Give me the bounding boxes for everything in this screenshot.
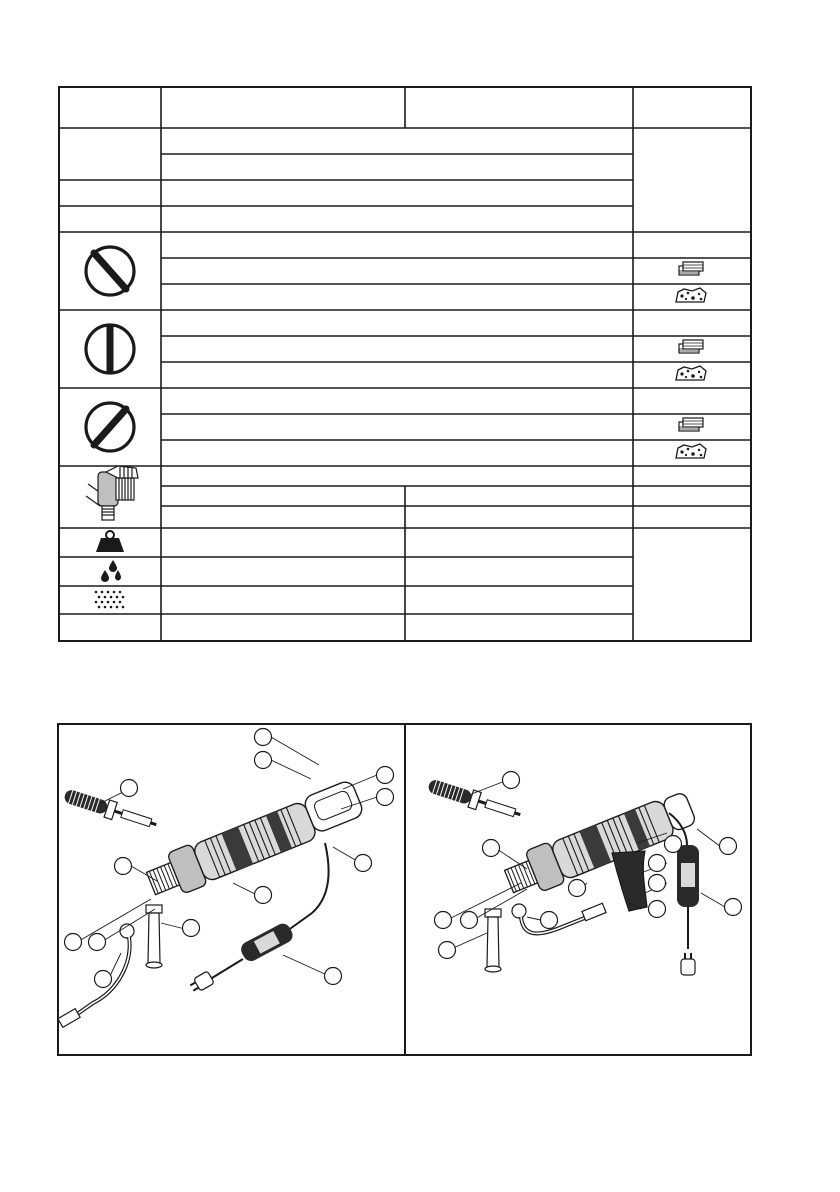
callout-marker [483,840,500,857]
weight-icon [96,531,124,552]
callout-marker [95,971,112,988]
table-grid [58,86,752,642]
callout-marker [649,875,666,892]
grip-reverse-diagonal-icon [86,403,134,451]
callout-marker [255,752,272,769]
callout-marker [255,887,272,904]
callout-marker [649,855,666,872]
water-drops-icon [101,560,121,582]
callout-marker [649,901,666,918]
callout-marker [665,836,682,853]
concrete-icon [676,288,706,302]
masonry-icon [679,262,703,275]
spindle-thread-icon [86,466,138,520]
grip-diagonal-icon [86,247,134,295]
dust-icon [95,591,125,609]
callout-marker [121,780,138,797]
callout-marker [461,912,478,929]
callout-marker [569,880,586,897]
left-drill-figure [58,729,394,1028]
callout-marker [720,838,737,855]
grip-vertical-icon [86,325,134,373]
right-drill-figure [426,772,741,976]
callout-marker [377,767,394,784]
callout-marker [355,855,372,872]
concrete-icon [676,444,706,458]
callout-marker [65,934,82,951]
callout-marker [503,772,520,789]
specification-table [58,86,752,642]
callout-marker [725,899,742,916]
callout-marker [325,968,342,985]
callout-marker [183,920,200,937]
masonry-icon [679,340,703,353]
callout-marker [115,858,132,875]
callout-marker [439,942,456,959]
masonry-icon [679,418,703,431]
callout-marker [541,912,558,929]
exploded-view-figures [57,723,752,1056]
callout-marker [435,912,452,929]
concrete-icon [676,366,706,380]
callout-marker [377,789,394,806]
callout-marker [89,934,106,951]
callout-marker [255,729,272,746]
